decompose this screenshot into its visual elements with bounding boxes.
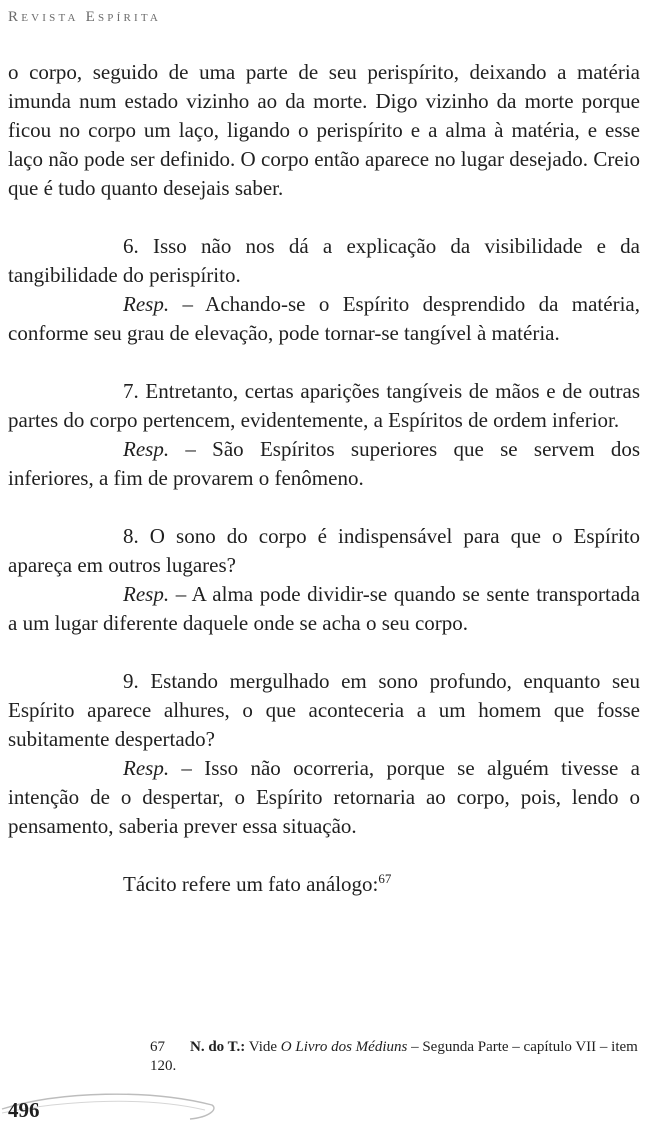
answer-7	[8, 435, 640, 493]
question-7: 7. Entretanto, certas aparições tangíveis de mãos e de outras partes do corpo pertencem, evidentemente, a Espíritos de ordem inferior.	[8, 379, 640, 432]
question-8: 8. O sono do corpo é indispensável para que o Espírito apareça em outros lugares?	[8, 524, 640, 577]
page-body	[8, 58, 640, 899]
resp-label: Resp.	[123, 437, 170, 461]
footnote-label: N. do T.:	[190, 1039, 246, 1055]
page-number: 496	[8, 1098, 40, 1122]
answer-text: – Isso não ocorreria, porque se alguém tivesse a intenção de o despertar, o Espírito retornaria ao corpo, pois, lendo o pensamento, saberia prever essa situação.	[8, 756, 640, 838]
footnote	[150, 1038, 640, 1076]
resp-label: Resp.	[123, 582, 170, 606]
resp-label: Resp.	[123, 756, 170, 780]
footnote-book-title: O Livro dos Médiuns	[280, 1039, 408, 1055]
footnote-text: Vide	[245, 1039, 281, 1055]
answer-text: – A alma pode dividir-se quando se sente transportada a um lugar diferente daquele onde se acha o seu corpo.	[8, 582, 640, 635]
answer-text: – São Espíritos superiores que se servem dos inferiores, a fim de provarem o fenômeno.	[8, 437, 640, 490]
question-6: 6. Isso não nos dá a explicação da visibilidade e da tangibilidade do perispírito.	[8, 234, 640, 287]
question-9: 9. Estando mergulhado em sono profundo, enquanto seu Espírito aparece alhures, o que aconteceria a um homem que fosse subitamente despertado?	[8, 669, 640, 751]
running-header	[8, 9, 161, 26]
answer-9	[8, 754, 640, 841]
tacito-paragraph	[8, 870, 640, 899]
running-title: Revista Espírita	[8, 9, 162, 25]
footnote-text-after: – Segunda Parte – capítulo VII – item 120.	[150, 1039, 638, 1074]
answer-6	[8, 290, 640, 348]
paragraph-continuation: o corpo, seguido de uma parte de seu perispírito, deixando a matéria imunda num estado vizinho ao da morte. Digo vizinho da morte porque ficou no corpo um laço, ligando o perispírito e a alma à matéria, e esse laço não pode ser definido. O corpo então aparece no lugar desejado. Creio que é tudo quanto desejais saber.	[8, 60, 640, 200]
footnote-reference[interactable]: 67	[378, 871, 392, 886]
answer-8	[8, 580, 640, 638]
answer-text: – Achando-se o Espírito desprendido da matéria, conforme seu grau de elevação, pode tornar-se tangível à matéria.	[8, 292, 640, 345]
tacito-text: Tácito refere um fato análogo:	[123, 872, 379, 896]
resp-label: Resp.	[123, 292, 170, 316]
footnote-number: 67	[150, 1039, 165, 1055]
